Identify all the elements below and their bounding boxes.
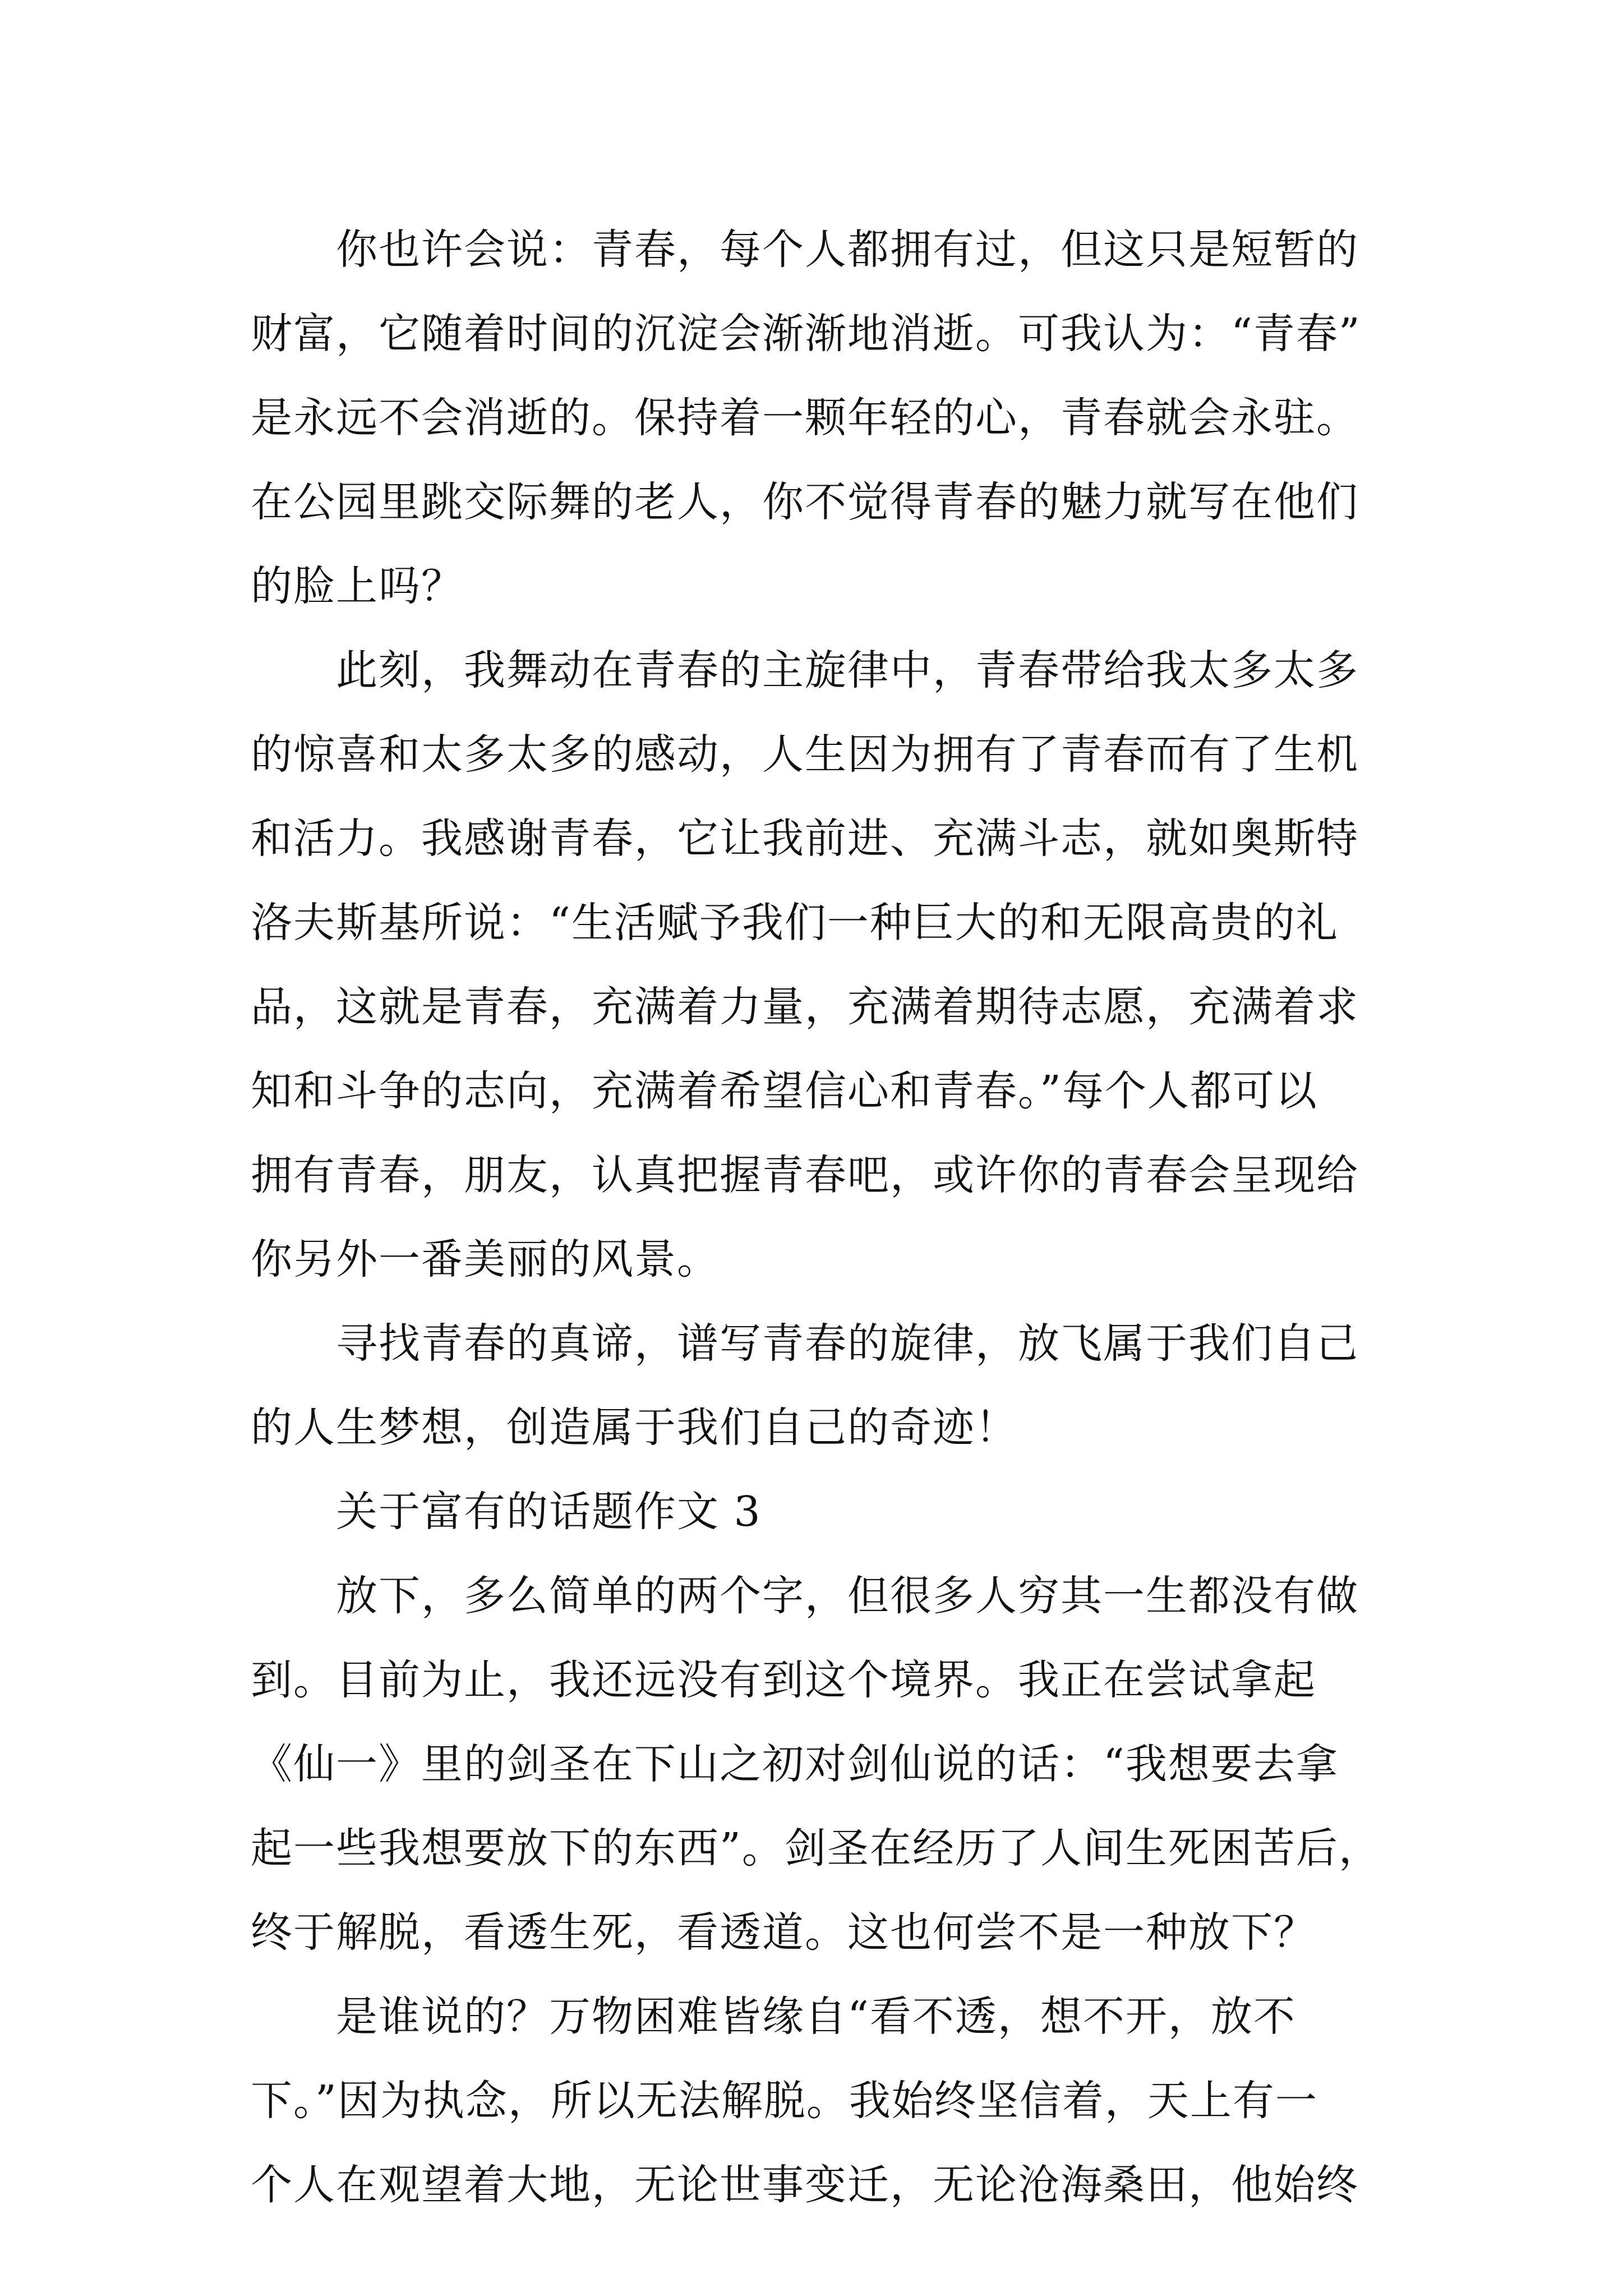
text-line: 寻找青春的真谛，谱写青春的旋律，放飞属于我们自己 <box>336 1319 1359 1368</box>
text-line: 知和斗争的志向，充满着希望信心和青春。”每个人都可以 <box>251 1067 1318 1115</box>
text-line: 的惊喜和太多太多的感动，人生因为拥有了青春而有了生机 <box>251 730 1359 779</box>
text-line: 下。”因为执念，所以无法解脱。我始终坚信着，天上有一 <box>251 2077 1318 2125</box>
text-line: 此刻，我舞动在青春的主旋律中，青春带给我太多太多 <box>336 646 1359 694</box>
section-heading <box>251 1470 1372 1554</box>
text-line: 品，这就是青春，充满着力量，充满着期待志愿，充满着求 <box>251 983 1359 1031</box>
text-line: 终于解脱，看透生死，看透道。这也何尝不是一种放下？ <box>251 1908 1316 1957</box>
text-line: 财富，它随着时间的沉淀会渐渐地消逝。可我认为：“青春” <box>251 310 1361 358</box>
text-line: 你另外一番美丽的风景。 <box>251 1235 720 1283</box>
paragraph-5 <box>251 1975 1372 2227</box>
text-line: 在公园里跳交际舞的老人，你不觉得青春的魅力就写在他们 <box>251 478 1359 526</box>
text-line: 洛夫斯基所说：“生活赋予我们一种巨大的和无限高贵的礼 <box>251 899 1339 947</box>
text-line: 的人生梦想，创造属于我们自己的奇迹！ <box>251 1404 1018 1452</box>
text-line: 个人在观望着大地，无论世事变迁，无论沧海桑田，他始终 <box>251 2161 1359 2209</box>
paragraph-1 <box>251 208 1372 628</box>
text-line: 起一些我想要放下的东西”。剑圣在经历了人间生死困苦后， <box>251 1824 1381 1872</box>
document-body <box>251 208 1381 2227</box>
paragraph-2 <box>251 628 1372 1301</box>
text-line: 放下，多么简单的两个字，但很多人穷其一生都没有做 <box>336 1572 1359 1620</box>
text-line: 是永远不会消逝的。保持着一颗年轻的心，青春就会永驻。 <box>251 394 1359 442</box>
text-line: 到。目前为止，我还远没有到这个境界。我正在尝试拿起 <box>251 1656 1316 1704</box>
text-line: 《仙一》里的剑圣在下山之初对剑仙说的话：“我想要去拿 <box>251 1740 1339 1788</box>
paragraph-4 <box>251 1554 1381 1975</box>
text-line: 拥有青春，朋友，认真把握青春吧，或许你的青春会呈现给 <box>251 1151 1359 1199</box>
text-line: 是谁说的？万物困难皆缘自“看不透，想不开，放不 <box>336 1993 1296 2041</box>
text-line: 和活力。我感谢青春，它让我前进、充满斗志，就如奥斯特 <box>251 815 1359 863</box>
text-line: 你也许会说：青春，每个人都拥有过，但这只是短暂的 <box>336 226 1359 274</box>
text-line: 的脸上吗？ <box>251 562 464 610</box>
paragraph-3 <box>251 1301 1372 1470</box>
heading-line: 关于富有的话题作文 3 <box>336 1488 762 1536</box>
